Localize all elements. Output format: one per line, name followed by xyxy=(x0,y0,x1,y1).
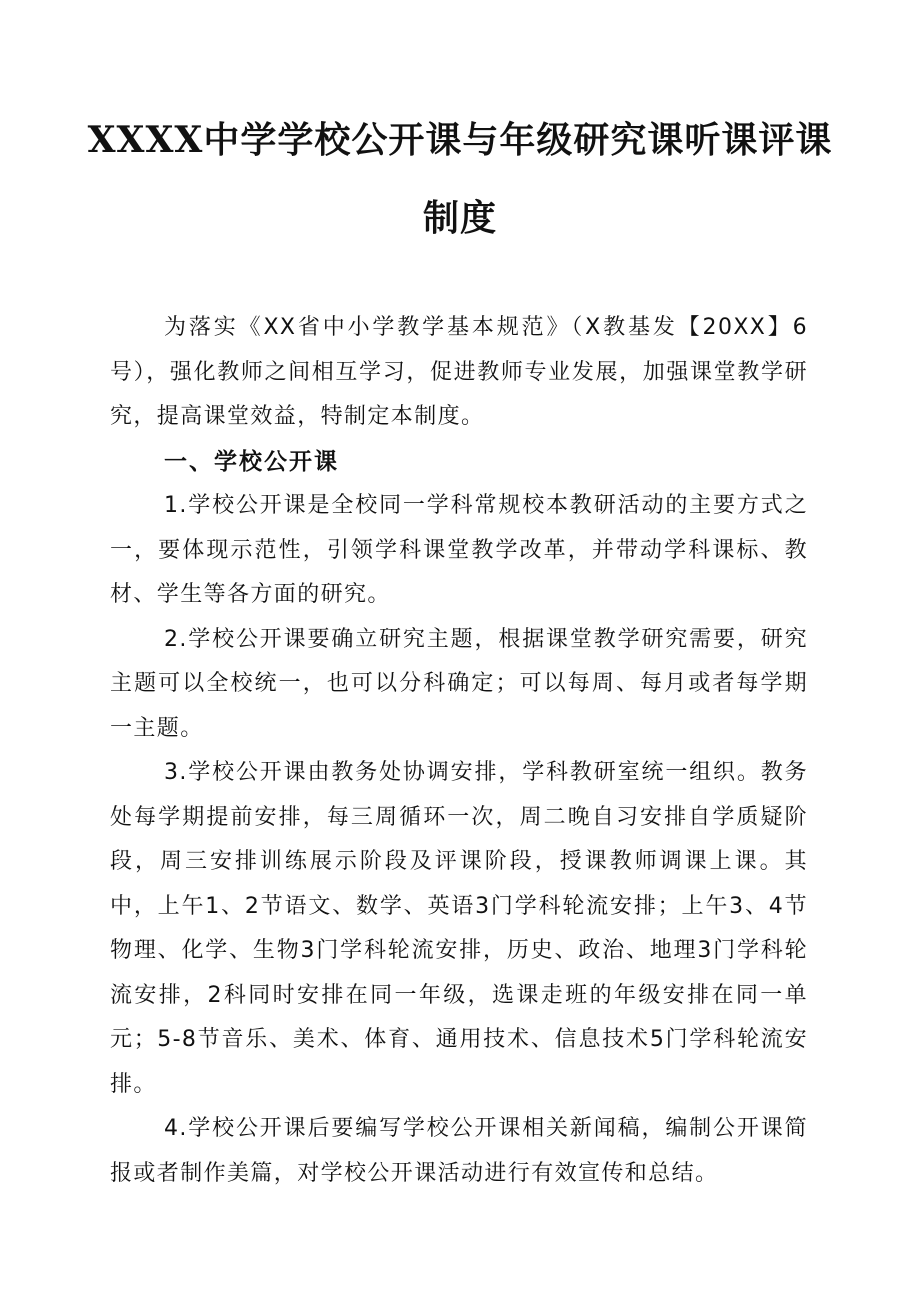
document-title: XXXX中学学校公开课与年级研究课听课评课 xyxy=(87,119,833,161)
document-body xyxy=(110,306,808,1196)
list-item: 1.学校公开课是全校同一学科常规校本教研活动的主要方式之一，要体现示范性，引领学科课堂教学改革，并带动学科课标、教材、学生等各方面的研究。 xyxy=(110,493,808,607)
intro-paragraph: 为落实《XX省中小学教学基本规范》（X教基发【20XX】6号），强化教师之间相互学习，促进教师专业发展，加强课堂教学研究，提高课堂效益，特制定本制度。 xyxy=(110,315,808,429)
list-item: 4.学校公开课后要编写学校公开课相关新闻稿，编制公开课简报或者制作美篇，对学校公开课活动进行有效宣传和总结。 xyxy=(110,1116,808,1186)
section-heading: 一、学校公开课 xyxy=(164,448,339,475)
list-item: 3.学校公开课由教务处协调安排，学科教研室统一组织。教务处每学期提前安排，每三周循环一次，周二晚自习安排自学质疑阶段，周三安排训练展示阶段及评课阶段，授课教师调课上课。其中，上午1、2节语文、数学、英语3门学科轮流安排；上午3、4节物理、化学、生物3门学科轮流安排，历史、政治、地理3门学科轮流安排，2科同时安排在同一年级，选课走班的年级安排在同一单元；5-8节音乐、美术、体育、通用技术、信息技术5门学科轮流安排。 xyxy=(110,760,808,1097)
list-item: 2.学校公开课要确立研究主题，根据课堂教学研究需要，研究主题可以全校统一，也可以分科确定；可以每周、每月或者每学期一主题。 xyxy=(110,626,808,741)
document-title-continued: 制度 xyxy=(422,197,497,239)
